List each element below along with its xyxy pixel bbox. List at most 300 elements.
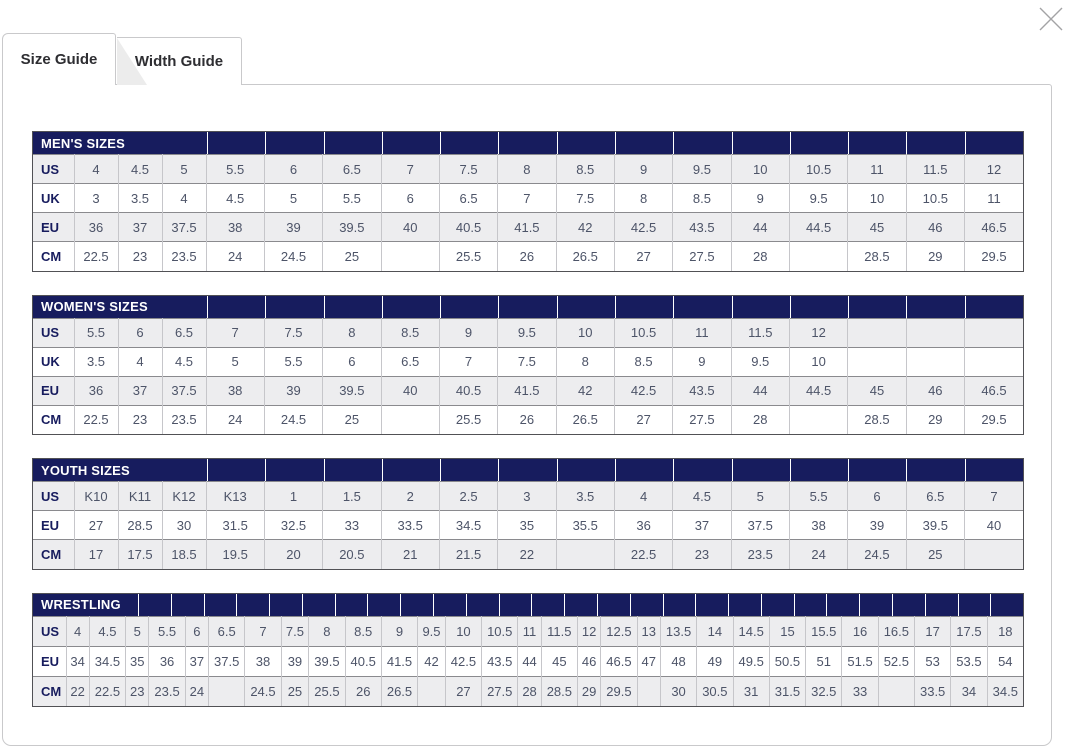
size-cell: 7.5 [264, 318, 322, 347]
size-cell: 20 [264, 540, 322, 569]
size-cell: 23.5 [731, 540, 789, 569]
table-header-segment [790, 296, 848, 318]
size-cell: 4.5 [118, 155, 162, 184]
table-header-segment [382, 132, 440, 154]
size-cell: 11.5 [541, 616, 577, 646]
size-cell: 6.5 [323, 155, 381, 184]
size-cell: 29 [578, 676, 601, 706]
size-cell: 50.5 [769, 646, 805, 676]
size-cell: 5.5 [323, 184, 381, 213]
size-cell: 5 [264, 184, 322, 213]
size-cell: 33 [842, 676, 878, 706]
size-cell: 21.5 [439, 540, 497, 569]
table-header-segment [892, 594, 925, 616]
size-cell: 42.5 [614, 376, 672, 405]
size-cell: 29.5 [601, 676, 637, 706]
size-cell: 28.5 [848, 242, 906, 271]
size-cell: 24.5 [264, 242, 322, 271]
table-title-women-s-sizes: WOMEN'S SIZES [41, 299, 148, 314]
size-cell: 39.5 [906, 511, 964, 540]
size-cell [209, 676, 245, 706]
size-cell: 8.5 [345, 616, 381, 646]
size-cell: 12 [578, 616, 601, 646]
size-cell: 24 [206, 405, 264, 434]
size-cell: K11 [118, 482, 162, 511]
table-header-segment [673, 296, 731, 318]
size-cell: 34 [66, 646, 89, 676]
size-cell: 37.5 [162, 376, 206, 405]
size-cell: 10 [556, 318, 614, 347]
table-header-segment [531, 594, 564, 616]
size-cell: 16 [842, 616, 878, 646]
size-cell: 29 [906, 405, 964, 434]
size-table-youth-sizes [32, 458, 1024, 570]
size-cell: 4.5 [673, 482, 731, 511]
size-cell: 30 [162, 511, 206, 540]
size-cell: 23.5 [149, 676, 185, 706]
table-row-youth-sizes-us [33, 482, 1023, 511]
row-label-us: US [41, 161, 60, 177]
size-cell: 7 [498, 184, 556, 213]
table-row-women-s-sizes-cm [33, 405, 1023, 434]
size-cell: 45 [848, 376, 906, 405]
size-cell: 42 [418, 646, 446, 676]
size-cell: 40 [964, 511, 1023, 540]
size-cell: 7 [439, 347, 497, 376]
table-header-segment [367, 594, 400, 616]
size-cell: 12 [964, 155, 1023, 184]
size-cell: 30.5 [697, 676, 733, 706]
size-cell: 9.5 [731, 347, 789, 376]
size-cell: 16.5 [878, 616, 914, 646]
size-cell: 7 [206, 318, 264, 347]
size-cell: 43.5 [673, 376, 731, 405]
table-row-youth-sizes-eu [33, 511, 1023, 540]
size-cell: 10 [445, 616, 481, 646]
size-cell: 19.5 [206, 540, 264, 569]
table-header-segment [965, 459, 1023, 481]
size-table-wrestling [32, 593, 1024, 708]
close-icon [1035, 3, 1067, 35]
table-header-segment [615, 132, 673, 154]
size-cell: 6.5 [439, 184, 497, 213]
size-cell: 18 [987, 616, 1023, 646]
table-header-segment [204, 594, 237, 616]
table-header-segment [965, 132, 1023, 154]
size-cell: 4.5 [89, 616, 125, 646]
size-cell: 41.5 [498, 213, 556, 242]
size-cell: 40 [381, 213, 439, 242]
size-cell: 32.5 [806, 676, 842, 706]
size-table-grid-youth-sizes [33, 481, 1023, 569]
size-cell: 10 [731, 155, 789, 184]
table-header-segment [207, 132, 265, 154]
size-cell: 11 [673, 318, 731, 347]
row-label-us: US [41, 488, 60, 504]
size-cell [418, 676, 446, 706]
size-cell: 17 [915, 616, 951, 646]
size-cell: 37 [185, 646, 208, 676]
size-cell: 9 [731, 184, 789, 213]
size-cell: 34.5 [987, 676, 1023, 706]
size-cell: 23 [673, 540, 731, 569]
size-cell: 5.5 [149, 616, 185, 646]
size-cell: 39.5 [309, 646, 345, 676]
tab-size-guide-label: Size Guide [20, 51, 98, 68]
size-cell: K13 [206, 482, 264, 511]
size-cell: 47 [637, 646, 660, 676]
size-cell: 10 [789, 347, 847, 376]
table-header-segment [498, 132, 556, 154]
size-cell: 10.5 [614, 318, 672, 347]
size-cell: 24 [789, 540, 847, 569]
size-cell: 10.5 [482, 616, 518, 646]
table-header-segment [761, 594, 794, 616]
size-cell: 23 [126, 676, 149, 706]
row-label-cm: CM [41, 248, 62, 264]
size-table-women-s-sizes [32, 295, 1024, 436]
table-header-segment [557, 132, 615, 154]
table-header-segment [440, 459, 498, 481]
size-cell: 1 [264, 482, 322, 511]
row-label-us: US [41, 623, 60, 639]
size-cell [906, 318, 964, 347]
size-cell: 39 [848, 511, 906, 540]
size-cell: 23 [118, 242, 162, 271]
size-cell: 25.5 [439, 405, 497, 434]
size-cell: 41.5 [498, 376, 556, 405]
table-header-segment [906, 296, 964, 318]
table-header-segment [335, 594, 368, 616]
tab-bar [2, 33, 242, 85]
size-cell: 22.5 [74, 405, 118, 434]
table-header-segment [958, 594, 991, 616]
table-header-segment [466, 594, 499, 616]
size-cell: 12.5 [601, 616, 637, 646]
table-header-segment [138, 594, 171, 616]
size-cell: 11.5 [906, 155, 964, 184]
table-row-youth-sizes-cm [33, 540, 1023, 569]
size-cell: 9.5 [673, 155, 731, 184]
table-header-segment [433, 594, 466, 616]
size-cell: 45 [848, 213, 906, 242]
table-header-segment [673, 132, 731, 154]
table-header-wrestling [33, 594, 1023, 616]
size-cell: 3.5 [118, 184, 162, 213]
size-cell: 17.5 [951, 616, 987, 646]
table-row-women-s-sizes-uk [33, 347, 1023, 376]
size-cell: 6 [848, 482, 906, 511]
size-cell: 43.5 [673, 213, 731, 242]
size-cell: 39 [264, 213, 322, 242]
size-cell: 37 [118, 376, 162, 405]
table-header-segment [990, 594, 1023, 616]
size-cell: 33.5 [915, 676, 951, 706]
size-cell [848, 347, 906, 376]
size-cell: 46 [906, 376, 964, 405]
table-header-segment [965, 296, 1023, 318]
size-guide-panel [2, 84, 1052, 746]
size-cell [789, 242, 847, 271]
size-cell: 46 [906, 213, 964, 242]
size-cell [848, 318, 906, 347]
size-cell: 44.5 [789, 213, 847, 242]
table-row-men-s-sizes-uk [33, 184, 1023, 213]
size-cell: 14.5 [733, 616, 769, 646]
size-cell: 46.5 [601, 646, 637, 676]
size-cell: 8.5 [556, 155, 614, 184]
size-cell: 6.5 [209, 616, 245, 646]
size-cell: 40.5 [439, 213, 497, 242]
size-cell: 30 [660, 676, 696, 706]
size-cell: 29 [906, 242, 964, 271]
table-header-segment [732, 459, 790, 481]
size-cell: 37.5 [209, 646, 245, 676]
size-cell: 22 [498, 540, 556, 569]
size-cell [637, 676, 660, 706]
size-cell: 33.5 [381, 511, 439, 540]
size-cell [964, 347, 1023, 376]
table-header-segment [236, 594, 269, 616]
table-header-segment [557, 296, 615, 318]
size-cell: 5 [206, 347, 264, 376]
size-cell: 26.5 [381, 676, 417, 706]
table-header-segment [324, 132, 382, 154]
size-cell: 7 [964, 482, 1023, 511]
size-cell: 22.5 [89, 676, 125, 706]
table-header-segment [400, 594, 433, 616]
tables-container [32, 131, 1024, 707]
size-cell: 26 [498, 242, 556, 271]
size-cell: 7.5 [439, 155, 497, 184]
size-cell: 25.5 [439, 242, 497, 271]
table-header-segment [171, 594, 204, 616]
size-cell: 35.5 [556, 511, 614, 540]
table-header-segment [597, 594, 630, 616]
size-cell: K10 [74, 482, 118, 511]
size-cell: 6 [323, 347, 381, 376]
size-cell: 4.5 [162, 347, 206, 376]
size-cell: 26.5 [556, 242, 614, 271]
size-cell: 36 [614, 511, 672, 540]
size-cell: 39 [264, 376, 322, 405]
size-cell: 21 [381, 540, 439, 569]
size-cell [906, 347, 964, 376]
size-cell: 23.5 [162, 405, 206, 434]
size-cell: 3.5 [74, 347, 118, 376]
size-cell: 1.5 [323, 482, 381, 511]
size-cell: 5 [162, 155, 206, 184]
size-cell: 2.5 [439, 482, 497, 511]
size-cell: 39 [281, 646, 309, 676]
tab-width-guide[interactable] [117, 37, 242, 85]
size-cell: 15.5 [806, 616, 842, 646]
size-cell: 35 [498, 511, 556, 540]
size-cell: 9 [614, 155, 672, 184]
table-header-segment [732, 296, 790, 318]
size-cell: 13.5 [660, 616, 696, 646]
size-cell: 5 [126, 616, 149, 646]
size-cell: 14 [697, 616, 733, 646]
size-cell: 25 [281, 676, 309, 706]
table-header-segment [382, 296, 440, 318]
table-header-segment [499, 594, 532, 616]
table-header-segment [265, 459, 323, 481]
size-cell: 25 [323, 405, 381, 434]
row-label-us: US [41, 325, 60, 340]
size-cell: 9.5 [789, 184, 847, 213]
size-cell: 23 [118, 405, 162, 434]
size-cell: 45 [541, 646, 577, 676]
size-cell: 52.5 [878, 646, 914, 676]
size-cell: 40.5 [345, 646, 381, 676]
size-cell: 46.5 [964, 213, 1023, 242]
table-header-segment [794, 594, 827, 616]
size-cell: 11 [848, 155, 906, 184]
size-cell: 8.5 [673, 184, 731, 213]
size-cell: 9.5 [418, 616, 446, 646]
size-cell: 8 [309, 616, 345, 646]
size-cell: 10.5 [906, 184, 964, 213]
size-cell: 8 [614, 184, 672, 213]
table-title-youth-sizes: YOUTH SIZES [41, 462, 130, 478]
table-header-segment [925, 594, 958, 616]
size-cell: 29.5 [964, 405, 1023, 434]
size-cell: 15 [769, 616, 805, 646]
table-header-segment [906, 459, 964, 481]
size-cell: 31.5 [206, 511, 264, 540]
size-cell: 28 [518, 676, 541, 706]
table-row-wrestling-cm [33, 676, 1023, 706]
size-cell: 2 [381, 482, 439, 511]
table-header-segment [265, 132, 323, 154]
table-header-segment [382, 459, 440, 481]
size-cell: 4 [162, 184, 206, 213]
size-cell: 49.5 [733, 646, 769, 676]
size-table-grid-wrestling [33, 616, 1023, 707]
size-cell: 54 [987, 646, 1023, 676]
table-row-women-s-sizes-eu [33, 376, 1023, 405]
size-cell: 26.5 [556, 405, 614, 434]
table-row-wrestling-eu [33, 646, 1023, 676]
size-cell: 38 [206, 213, 264, 242]
size-cell: 7.5 [498, 347, 556, 376]
size-cell [381, 405, 439, 434]
size-cell: 28.5 [118, 511, 162, 540]
size-cell: 41.5 [381, 646, 417, 676]
size-cell: 5.5 [789, 482, 847, 511]
table-header-segment [615, 459, 673, 481]
size-cell: 4 [614, 482, 672, 511]
size-cell: 46 [578, 646, 601, 676]
row-label-eu: EU [41, 517, 60, 533]
row-label-eu: EU [41, 653, 60, 669]
table-header-segment [790, 132, 848, 154]
table-header-segment [848, 296, 906, 318]
size-table-grid-women-s-sizes [33, 318, 1023, 435]
size-cell: 27 [74, 511, 118, 540]
table-header-segment [324, 459, 382, 481]
table-header-segment [732, 132, 790, 154]
table-header-segment [859, 594, 892, 616]
close-button[interactable] [1033, 1, 1069, 37]
size-cell [789, 405, 847, 434]
size-cell: 17.5 [118, 540, 162, 569]
table-header-segment [848, 459, 906, 481]
size-cell: 27 [614, 405, 672, 434]
table-title-wrestling: WRESTLING [41, 597, 121, 612]
size-table-men-s-sizes [32, 131, 1024, 272]
size-cell: 36 [149, 646, 185, 676]
table-header-segment [207, 296, 265, 318]
table-header-segment [790, 459, 848, 481]
size-cell: 42 [556, 213, 614, 242]
size-cell [381, 242, 439, 271]
size-cell: 27.5 [673, 242, 731, 271]
table-header-segment [557, 459, 615, 481]
size-cell: 17 [74, 540, 118, 569]
size-cell: 6 [185, 616, 208, 646]
size-cell: 25.5 [309, 676, 345, 706]
size-cell: 9.5 [498, 318, 556, 347]
table-header-segment [906, 132, 964, 154]
size-cell: 4 [74, 155, 118, 184]
size-cell [556, 540, 614, 569]
size-cell: 8.5 [381, 318, 439, 347]
size-cell: 25 [323, 242, 381, 271]
row-label-uk: UK [41, 354, 60, 369]
size-cell: 24.5 [848, 540, 906, 569]
size-cell: 7.5 [281, 616, 309, 646]
size-cell: 35 [126, 646, 149, 676]
size-cell: 34.5 [439, 511, 497, 540]
table-header-segment [440, 132, 498, 154]
size-cell: 42.5 [614, 213, 672, 242]
size-cell: 27.5 [673, 405, 731, 434]
tab-size-guide[interactable] [2, 33, 116, 85]
table-header-segment [498, 459, 556, 481]
size-cell: 48 [660, 646, 696, 676]
size-cell: 43.5 [482, 646, 518, 676]
size-cell: 27 [445, 676, 481, 706]
size-cell: 26 [498, 405, 556, 434]
size-cell [964, 318, 1023, 347]
table-header-youth-sizes [33, 459, 1023, 481]
size-cell: 13 [637, 616, 660, 646]
size-cell: 11.5 [731, 318, 789, 347]
size-cell: 5.5 [74, 318, 118, 347]
size-cell: 25 [906, 540, 964, 569]
size-cell: 8 [556, 347, 614, 376]
size-cell: 38 [206, 376, 264, 405]
table-header-segment [302, 594, 335, 616]
size-cell: 10.5 [789, 155, 847, 184]
size-cell: 18.5 [162, 540, 206, 569]
size-cell: 28.5 [541, 676, 577, 706]
size-cell: 44 [518, 646, 541, 676]
table-header-segment [673, 459, 731, 481]
size-cell: 6 [381, 184, 439, 213]
size-cell: 5.5 [264, 347, 322, 376]
size-cell: 22 [66, 676, 89, 706]
size-cell: 40 [381, 376, 439, 405]
size-cell: 34 [951, 676, 987, 706]
size-cell: 5.5 [206, 155, 264, 184]
table-title-men-s-sizes: MEN'S SIZES [41, 135, 126, 151]
table-header-men-s-sizes [33, 132, 1023, 154]
size-cell: 28 [731, 405, 789, 434]
size-cell: 9 [673, 347, 731, 376]
